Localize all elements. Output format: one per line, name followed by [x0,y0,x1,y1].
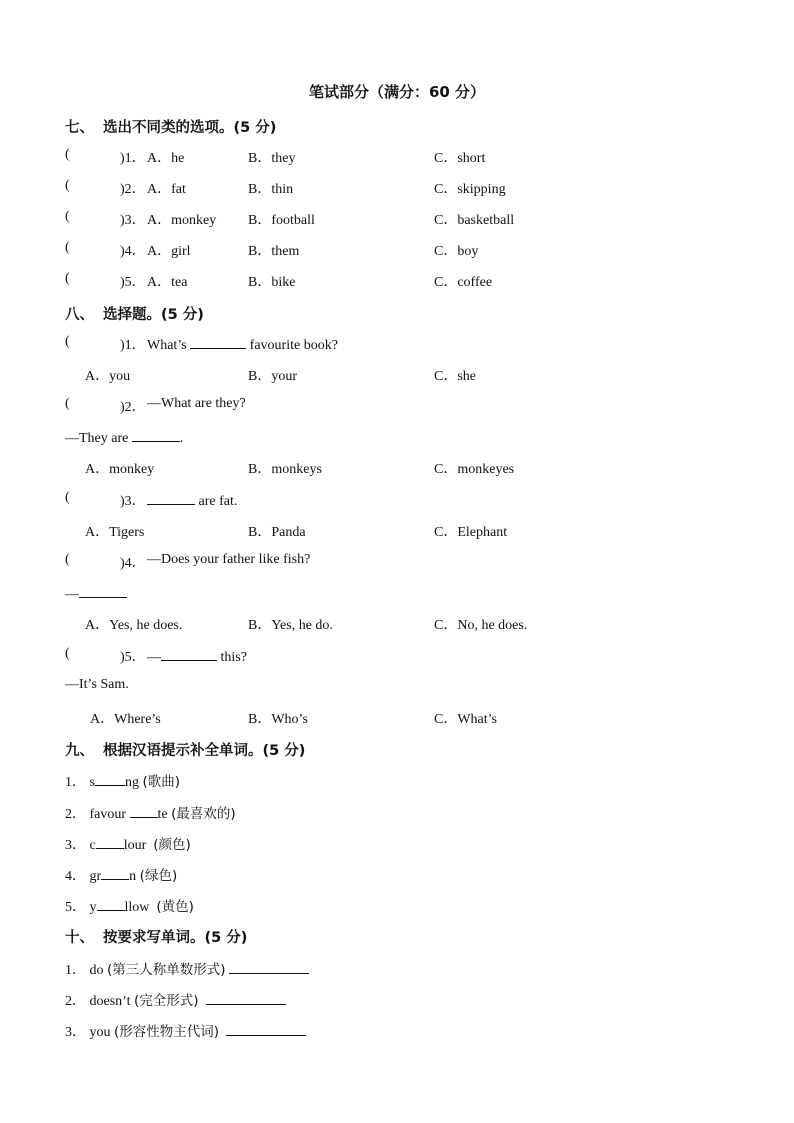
question-row [65,271,745,291]
option-b: B．thin [248,182,294,197]
word-item [65,833,191,854]
word-end: llow [124,900,150,915]
question-text: —Does your father like fish? [147,552,311,567]
item-number: 4． [65,869,86,884]
answer-paren-open: ( [65,646,70,661]
text-before-blank: — [65,587,79,602]
response-line [65,427,183,447]
option-a: A．tea [147,275,188,290]
word-item [65,958,309,979]
word-start: y [89,900,97,915]
option-c: C．monkeyes [434,462,515,477]
option-a: A．Where’s [90,712,161,727]
question-number: )1． [120,151,146,166]
answer-paren-open: ( [65,209,70,224]
option-a: A．girl [147,244,191,259]
word-end: lour [123,838,147,853]
option-b: B．Who’s [248,712,308,727]
option-b: B．them [248,244,300,259]
options-row [65,614,745,634]
text-before-blank: — [147,650,161,665]
question-text [147,334,338,354]
text-after-blank: are fat. [198,494,238,509]
question-row [65,334,745,354]
item-number: 2． [65,807,86,822]
option-b: B．bike [248,275,296,290]
answer-paren-open: ( [65,178,70,193]
option-c: C．skipping [434,182,506,197]
response-line: —It’s Sam. [65,677,129,692]
chinese-hint: (最喜欢的) [171,806,236,822]
option-b: B．Yes, he do. [248,618,333,633]
question-number: )2． [120,400,146,415]
option-c: C．she [434,369,476,384]
option-b: B．your [248,369,297,384]
question-row [65,209,745,229]
option-a: A．monkey [85,462,155,477]
section-title: 选出不同类的选项。(5 分) [103,120,277,136]
answer-paren-open: ( [65,240,70,255]
item-number: 1． [65,963,86,978]
question-row [65,240,745,260]
text-after-blank: . [179,431,184,446]
chinese-hint: (黄色) [156,899,194,915]
word-item [65,770,180,791]
chinese-hint: (绿色) [139,868,178,884]
word-end: te [157,807,168,822]
answer-blank[interactable] [190,334,246,349]
item-number: 3． [65,838,86,853]
option-a: A．Yes, he does. [85,618,183,633]
section-title: 根据汉语提示补全单词。(5 分) [103,743,306,759]
chinese-hint: (歌曲) [142,774,180,790]
item-number: 3． [65,1025,86,1040]
answer-blank[interactable] [95,771,125,786]
answer-paren-open: ( [65,552,70,567]
section-number: 七、 [65,120,94,136]
word-item [65,864,177,885]
question-number: )4． [120,556,146,571]
word-start: favour [89,807,127,822]
answer-paren-open: ( [65,396,70,411]
option-a: A．you [85,369,131,384]
option-b: B．football [248,213,315,228]
section-number: 十、 [65,930,94,946]
item-number: 1． [65,775,86,790]
option-a: A．Tigers [85,525,145,540]
option-c: C．What’s [434,712,497,727]
base-word: doesn’t [89,994,131,1009]
question-text [147,646,247,666]
word-end: ng [124,775,139,790]
question-number: )1． [120,338,146,353]
answer-paren-open: ( [65,490,70,505]
options-row [65,708,745,728]
text-before-blank: —They are [65,431,129,446]
section-9-heading [65,739,305,760]
question-row [65,646,745,666]
chinese-hint: (第三人称单数形式) [107,962,226,978]
section-7-heading [65,116,276,137]
answer-paren-open: ( [65,334,70,349]
answer-blank[interactable] [206,990,286,1005]
answer-blank[interactable] [130,803,158,818]
base-word: do [89,963,104,978]
answer-blank[interactable] [229,959,309,974]
answer-blank[interactable] [79,583,127,598]
option-c: C．coffee [434,275,493,290]
option-c: C．basketball [434,213,515,228]
word-start: gr [89,869,102,884]
question-row [65,490,745,510]
section-10-heading [65,926,247,947]
chinese-hint: (颜色) [153,837,191,853]
word-item [65,895,194,916]
option-c: C．short [434,151,486,166]
option-a: A．fat [147,182,186,197]
question-number: )4． [120,244,146,259]
option-a: A．he [147,151,185,166]
question-text [147,490,237,510]
answer-blank[interactable] [97,896,125,911]
question-number: )3． [120,213,146,228]
answer-paren-open: ( [65,271,70,286]
option-b: B．they [248,151,296,166]
section-number: 八、 [65,307,94,323]
answer-blank[interactable] [101,865,129,880]
section-number: 九、 [65,743,94,759]
word-item [65,802,236,823]
options-row [65,521,745,541]
answer-paren-open: ( [65,147,70,162]
chinese-hint: (完全形式) [133,993,199,1009]
answer-blank[interactable] [147,490,195,505]
option-c: C．No, he does. [434,618,528,633]
option-c: C．boy [434,244,479,259]
word-start: s [89,775,95,790]
section-title: 选择题。(5 分) [103,307,204,323]
answer-blank[interactable] [226,1021,306,1036]
page-title: 笔试部分（满分：60 分） [308,83,486,101]
question-number: )2． [120,182,146,197]
base-word: you [89,1025,111,1040]
word-end: n [129,869,137,884]
section-8-heading [65,303,204,324]
answer-blank[interactable] [96,834,124,849]
question-number: )5． [120,650,146,665]
word-item [65,989,286,1010]
item-number: 5． [65,900,86,915]
answer-blank[interactable] [161,646,217,661]
question-number: )5． [120,275,146,290]
response-line [65,583,127,603]
question-row [65,552,745,572]
question-row [65,178,745,198]
item-number: 2． [65,994,86,1009]
word-start: c [89,838,96,853]
chinese-hint: (形容性物主代词) [114,1024,220,1040]
options-row [65,365,745,385]
question-row [65,396,745,416]
section-title: 按要求写单词。(5 分) [103,930,248,946]
text-after-blank: this? [220,650,247,665]
option-c: C．Elephant [434,525,508,540]
option-b: B．Panda [248,525,306,540]
text-after-blank: favourite book? [249,338,338,353]
text-before-blank: What’s [147,338,187,353]
word-item [65,1020,306,1041]
question-text: —What are they? [147,396,246,411]
option-b: B．monkeys [248,462,322,477]
question-row [65,147,745,167]
question-number: )3． [120,494,146,509]
answer-blank[interactable] [132,427,180,442]
options-row [65,458,745,478]
option-a: A．monkey [147,213,217,228]
